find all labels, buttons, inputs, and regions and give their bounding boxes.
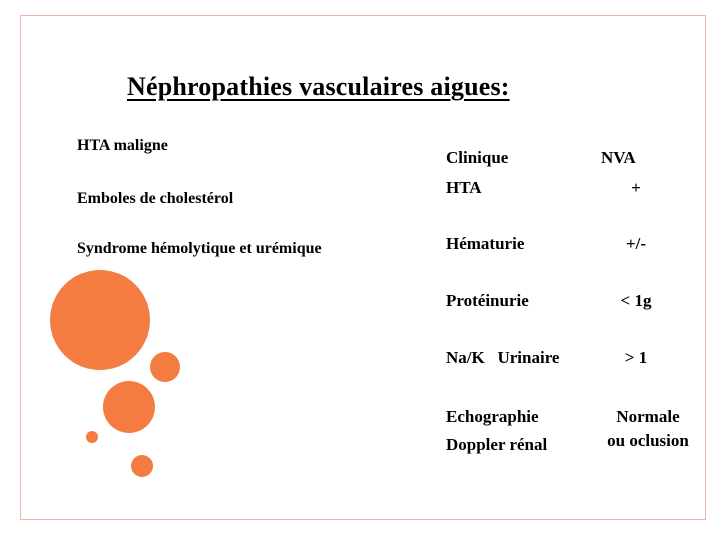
list-item-hta-maligne: HTA maligne: [77, 137, 168, 154]
row-value-normale: Normale: [616, 407, 680, 426]
row-value-oclusion: ou oclusion: [607, 431, 689, 450]
row-value-nak: > 1: [624, 348, 648, 367]
decorative-circle-small: [150, 352, 180, 382]
decorative-circle-large: [50, 270, 150, 370]
list-item-emboles: Emboles de cholestérol: [77, 190, 234, 207]
row-value-proteinurie: < 1g: [620, 291, 652, 310]
decorative-circle-tiny: [86, 431, 98, 443]
row-label-proteinurie: Protéinurie: [446, 291, 529, 310]
row-label-doppler: Doppler rénal: [446, 435, 548, 454]
row-value-hematurie: +/-: [625, 234, 647, 253]
row-label-nak: Na/K Urinaire: [446, 348, 560, 367]
header-nva: NVA: [601, 148, 636, 167]
slide-title: Néphropathies vasculaires aigues:: [127, 72, 510, 101]
row-value-hta: +: [631, 178, 641, 197]
row-label-hta: HTA: [446, 178, 482, 197]
row-label-echographie: Echographie: [446, 407, 539, 426]
comparison-table: [438, 137, 706, 465]
list-item-syndrome: Syndrome hémolytique et urémique: [77, 240, 322, 257]
row-label-hematurie: Hématurie: [446, 234, 525, 253]
header-clinique: Clinique: [446, 148, 509, 167]
decorative-circle-small: [131, 455, 153, 477]
decorative-circle-medium: [103, 381, 155, 433]
